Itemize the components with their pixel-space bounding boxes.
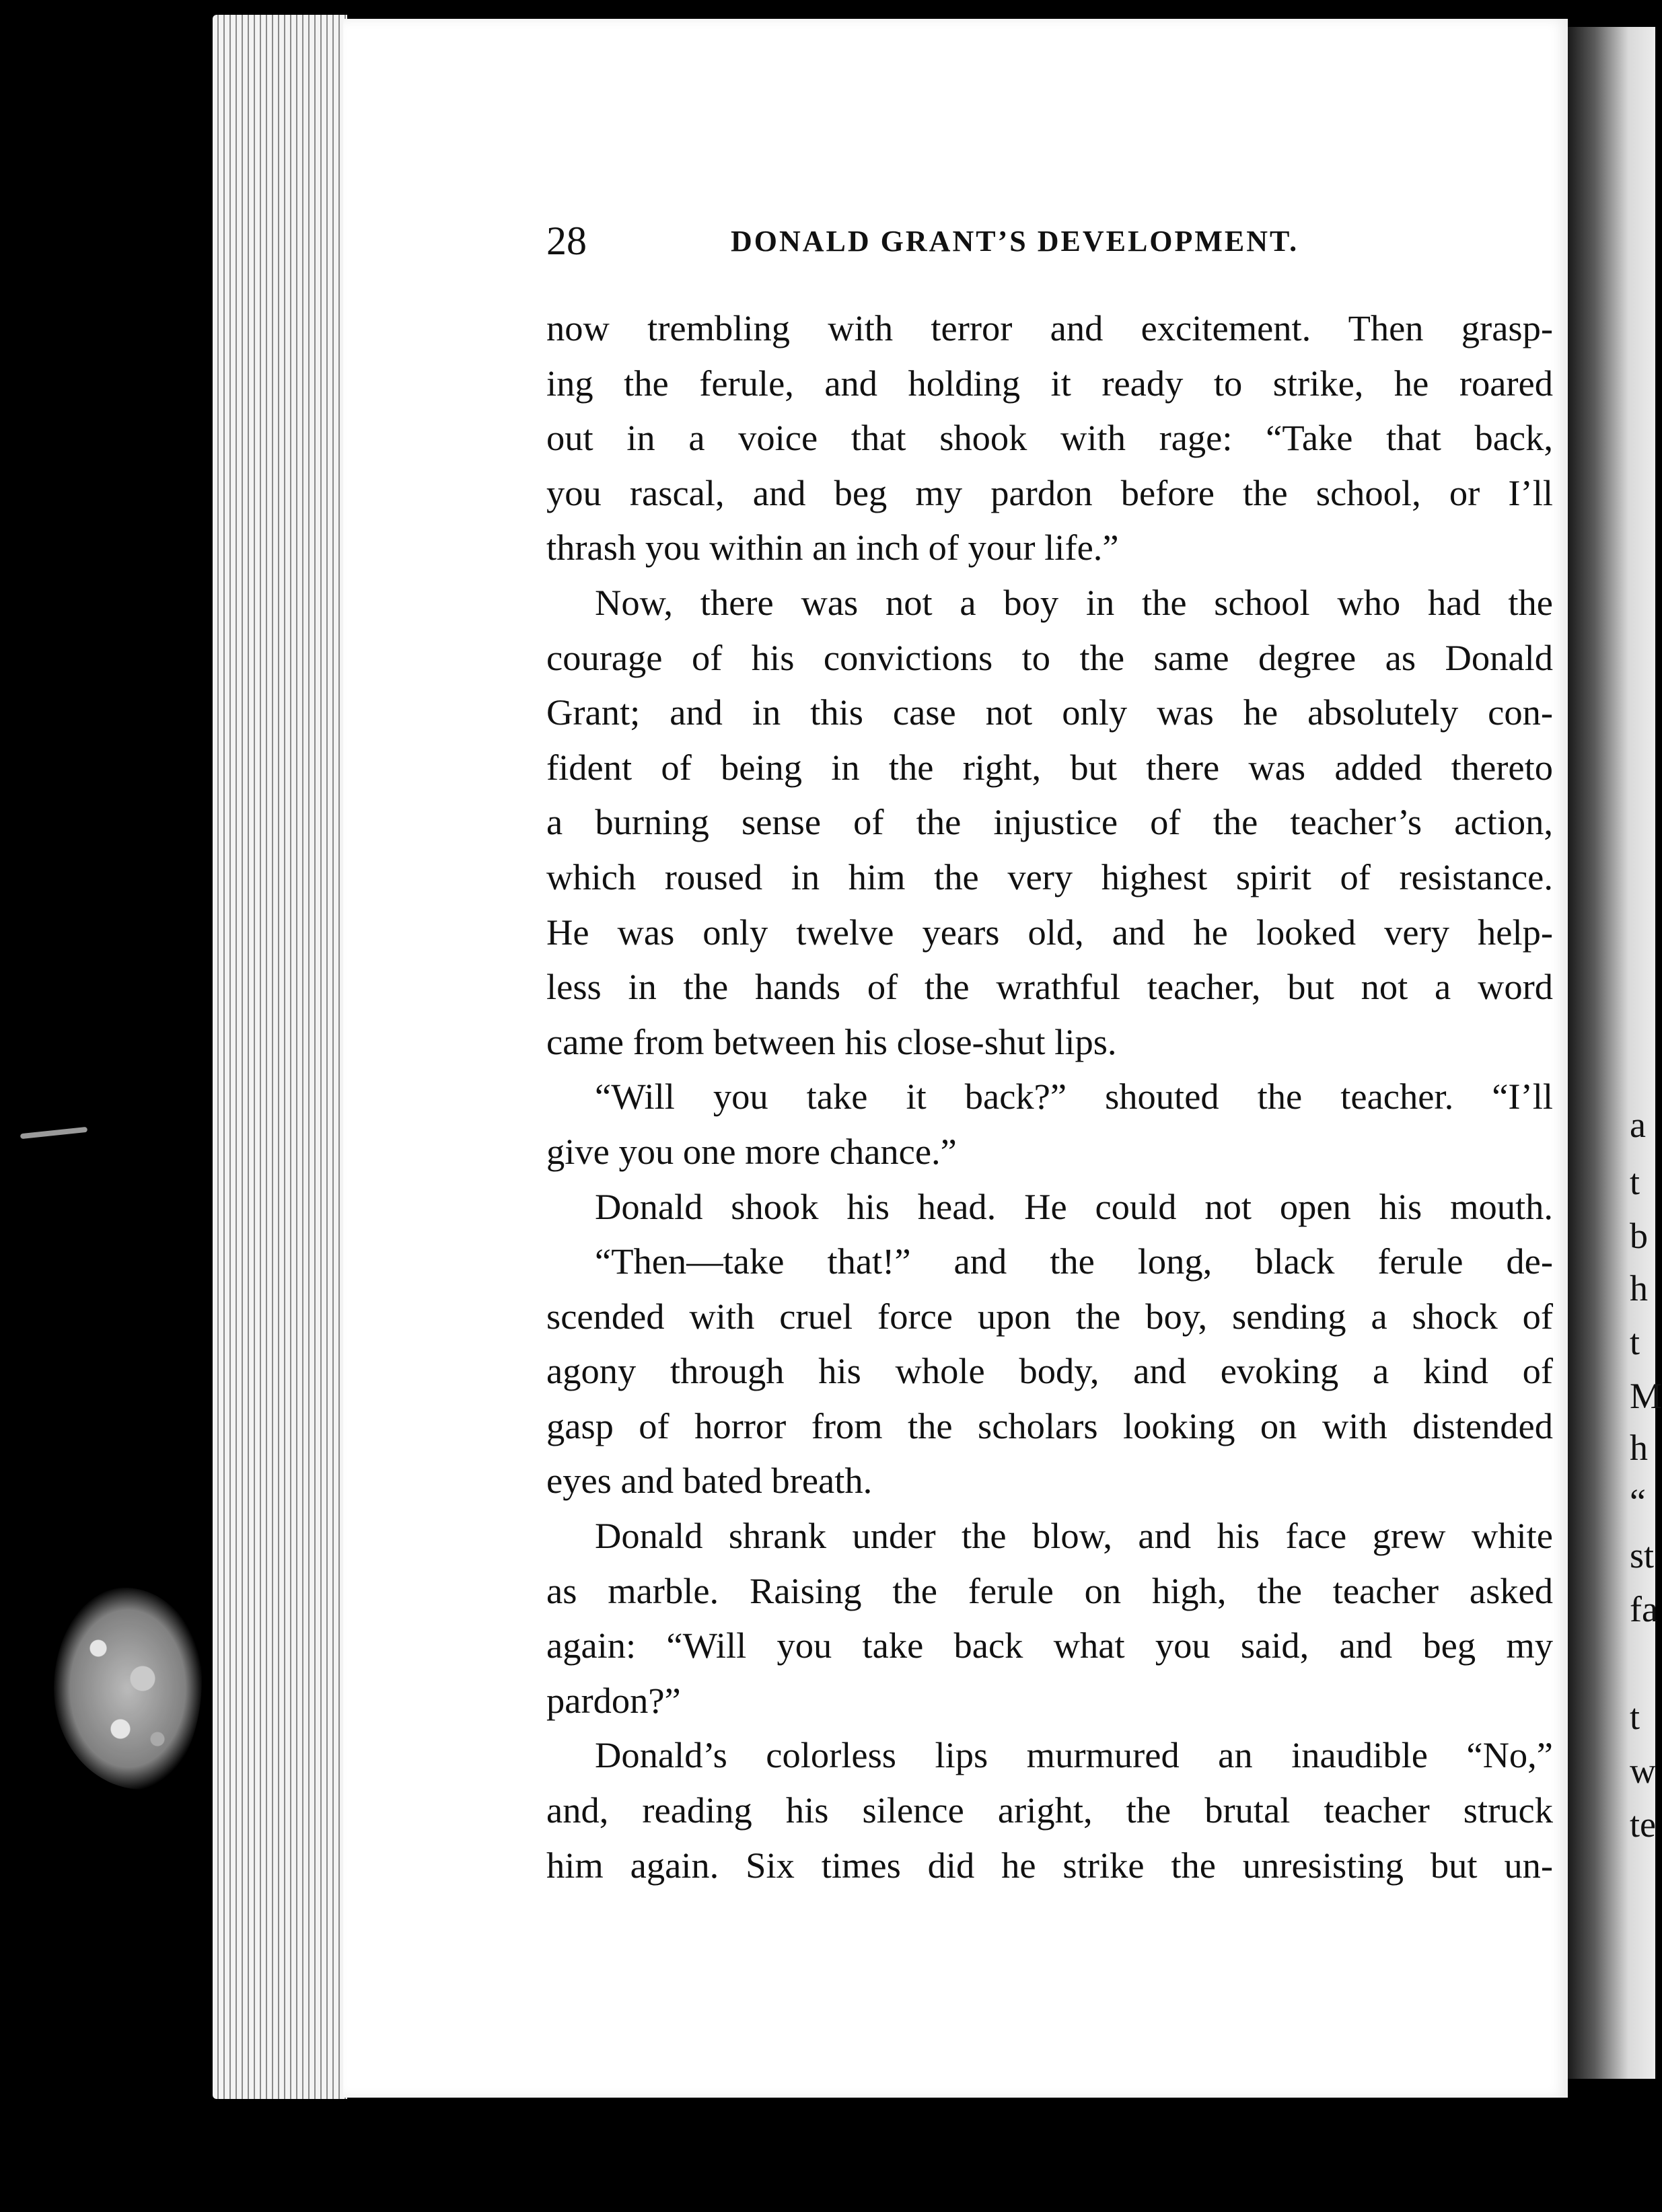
text-line: courage of his convictions to the same degree as Donald (546, 636, 1553, 678)
text-line: now trembling with terror and excitement. Then grasp- (546, 307, 1553, 348)
text-line: came from between his close-shut lips. (546, 1021, 1117, 1062)
facing-page-fragment: te (1630, 1804, 1656, 1845)
text-line: which roused in him the very highest spirit of resistance. (546, 856, 1553, 897)
facing-page-fragment: “ (1630, 1481, 1646, 1522)
text-line: scended with cruel force upon the boy, sending a shock of (546, 1295, 1553, 1337)
facing-page-fragment: b (1630, 1216, 1648, 1256)
text-line: a burning sense of the injustice of the teacher’s action, (546, 801, 1553, 843)
body-text (546, 301, 1553, 1892)
text-line: “Then—take that!” and the long, black ferule de- (595, 1241, 1553, 1282)
facing-page-fragment: t (1630, 1697, 1640, 1737)
text-line: Now, there was not a boy in the school who had the (595, 581, 1553, 623)
text-line: Donald shook his head. He could not open his mouth. (595, 1185, 1553, 1227)
text-line: you rascal, and beg my pardon before the school, or I’ll (546, 472, 1553, 513)
text-line: “Will you take it back?” shouted the teacher. “I’ll (595, 1076, 1553, 1117)
text-line: fident of being in the right, but there was added thereto (546, 746, 1553, 788)
facing-page-fragment: fa (1630, 1589, 1658, 1629)
text-line: again: “Will you take back what you said, and beg my (546, 1625, 1553, 1666)
text-line: He was only twelve years old, and he looked very help- (546, 911, 1553, 953)
facing-page-fragment: M (1630, 1376, 1662, 1416)
page-number: 28 (546, 219, 587, 263)
book-page-edges (213, 15, 347, 2099)
text-line: out in a voice that shook with rage: “Take that back, (546, 417, 1553, 459)
text-line: gasp of horror from the scholars looking on with distended (546, 1405, 1553, 1446)
text-line: pardon?” (546, 1679, 681, 1721)
text-line: him again. Six times did he strike the unresisting but un- (546, 1844, 1553, 1886)
text-line: eyes and bated breath. (546, 1460, 873, 1502)
text-line: less in the hands of the wrathful teacher, but not a word (546, 966, 1553, 1008)
facing-page-fragment: h (1630, 1268, 1648, 1308)
text-line: Donald shrank under the blow, and his face grew white (595, 1515, 1553, 1557)
facing-page-fragment: t (1630, 1162, 1640, 1202)
text-line: Grant; and in this case not only was he absolutely con- (546, 692, 1553, 733)
facing-page (1568, 27, 1662, 2079)
text-line: give you one more chance.” (546, 1130, 957, 1172)
text-line: agony through his whole body, and evoking a kind of (546, 1350, 1553, 1392)
text-line: as marble. Raising the ferule on high, the teacher asked (546, 1570, 1553, 1611)
facing-page-fragment: st (1630, 1535, 1655, 1576)
text-line: ing the ferule, and holding it ready to strike, he roared (546, 362, 1553, 404)
facing-page-fragment: w (1630, 1750, 1656, 1791)
text-line: Donald’s colorless lips murmured an inaudible “No,” (595, 1734, 1553, 1776)
running-title: DONALD GRANT’S DEVELOPMENT. (731, 225, 1299, 258)
facing-page-fragment: h (1630, 1428, 1648, 1468)
facing-page-fragment: t (1630, 1322, 1640, 1362)
facing-page-fragment: a (1630, 1105, 1646, 1145)
text-line: thrash you within an inch of your life.” (546, 527, 1119, 568)
text-line: and, reading his silence aright, the brutal teacher struck (546, 1790, 1553, 1831)
running-head (546, 214, 1556, 268)
